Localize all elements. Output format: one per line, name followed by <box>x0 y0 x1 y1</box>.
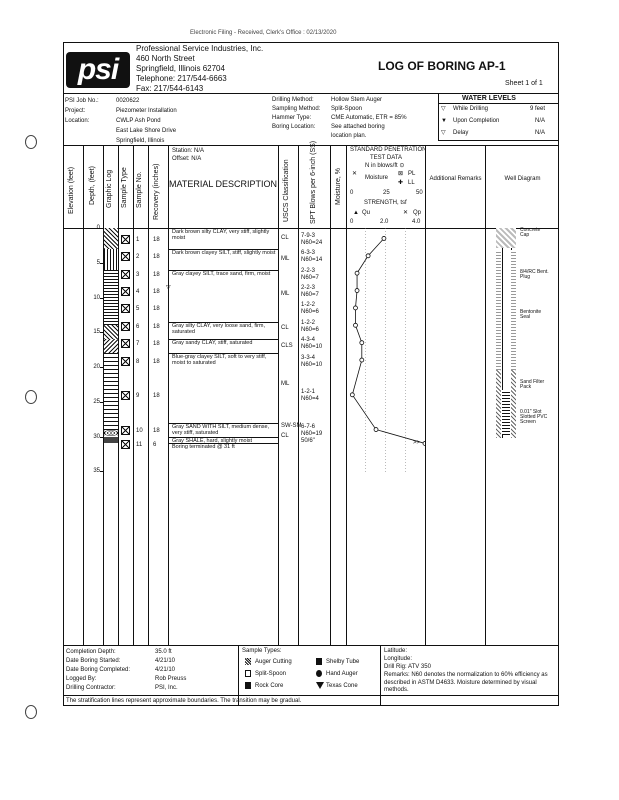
split-spoon-sample-icon <box>121 322 130 331</box>
n-value-point <box>382 236 386 240</box>
sample-recovery: 18 <box>153 341 160 348</box>
graphic-log-layer <box>104 353 118 429</box>
depth-tick <box>100 332 103 333</box>
col-sample-type: Sample Type <box>121 167 128 208</box>
qp-legend: Qp <box>413 210 422 216</box>
company-name: Professional Service Industries, Inc. <box>136 44 264 53</box>
graphic-log-layer <box>104 249 118 270</box>
sample-no: 10 <box>136 428 143 435</box>
page-title: LOG OF BORING AP-1 <box>378 59 506 73</box>
col-recovery: Recovery (inches) <box>153 163 160 220</box>
uscs-code: ML <box>281 380 290 387</box>
rock-core-icon <box>245 682 251 689</box>
spt-n60: N60=14 <box>301 257 323 264</box>
uscs-code: CLS <box>281 342 293 349</box>
spt-blows: 3-3-4 <box>301 354 316 361</box>
depth-tick <box>100 228 103 229</box>
job-no: 0020622 <box>116 98 140 104</box>
date-completed-label: Date Boring Completed: <box>66 667 131 673</box>
depth-tick-label: 0 <box>96 225 100 231</box>
pl-legend: PL <box>408 171 416 177</box>
depth-tick-label: 35 <box>93 468 100 475</box>
water-level-value: N/A <box>535 130 546 136</box>
n-value-point <box>350 393 354 397</box>
col-depth: Depth, (feet) <box>89 166 96 205</box>
sample-recovery: 18 <box>153 289 160 296</box>
spt-title: STANDARD PENETRATION <box>350 147 427 153</box>
depth-tick-label: 15 <box>93 329 100 336</box>
water-level-label: Delay <box>453 130 469 136</box>
graphic-log-layer <box>104 339 118 353</box>
latitude: Latitude: <box>384 648 408 654</box>
split-spoon-sample-icon <box>121 287 130 296</box>
col-sample-no: Sample No. <box>136 171 143 208</box>
spt-blows: 6-3-3 <box>301 250 316 257</box>
completion-depth: 35.0 ft <box>155 649 172 655</box>
bentonite-seal <box>511 250 516 370</box>
sample-recovery: 18 <box>153 358 160 365</box>
split-spoon-sample-icon <box>121 304 130 313</box>
material-description: Gray SHALE, hard, slightly moist <box>172 437 253 444</box>
sample-type-label: Shelby Tube <box>326 659 360 665</box>
sample-type-label: Hand Auger <box>326 671 358 677</box>
refusal-arrow-icon: >> <box>413 439 421 446</box>
date-completed: 4/21/10 <box>155 667 176 673</box>
graphic-log-layer <box>104 228 118 249</box>
water-level-label: While Drilling <box>453 106 489 112</box>
material-description: Gray silty CLAY, very loose sand, firm, saturated <box>172 322 266 336</box>
depth-tick-label: 10 <box>93 294 100 301</box>
depth-tick-label: 20 <box>93 364 100 370</box>
uscs-code: CL <box>281 325 289 332</box>
spt-n60: N60=19 <box>301 431 323 438</box>
location-line: CWLP Ash Pond <box>116 118 161 124</box>
n-value-plot <box>346 228 425 473</box>
sample-no: 2 <box>136 254 140 261</box>
n-value-point <box>355 289 359 293</box>
logged-by: Rob Preuss <box>155 676 187 682</box>
qu-legend: Qu <box>362 210 371 216</box>
split-spoon-sample-icon <box>121 270 130 279</box>
water-level-icon: ▽ <box>441 130 446 136</box>
binder-hole <box>25 705 37 719</box>
sample-recovery: 18 <box>153 271 160 278</box>
spt-blows: 1-2-2 <box>301 319 316 326</box>
depth-tick <box>100 298 103 299</box>
water-level-marker-icon: ▽ <box>166 284 171 291</box>
sample-type-label: Texas Cone <box>326 683 358 689</box>
split-spoon-sample-icon <box>121 357 130 366</box>
boring-location-label: Boring Location: <box>272 124 316 130</box>
sample-no: 9 <box>136 393 140 400</box>
depth-tick-label: 5 <box>96 259 100 266</box>
sample-recovery: 18 <box>153 393 160 400</box>
graphic-log-layer <box>104 325 118 339</box>
col-additional-remarks: Additional Remarks <box>429 176 482 182</box>
moisture-marker-icon: ✕ <box>352 171 358 177</box>
boring-location: See attached boring <box>331 124 385 130</box>
sheet-number: Sheet 1 of 1 <box>505 80 543 87</box>
n-value-point <box>360 358 364 362</box>
scale-bottom-2: 2.0 <box>380 219 389 225</box>
contractor: PSI, Inc. <box>155 685 178 691</box>
uscs-code: ML <box>281 290 290 297</box>
split-spoon-sample-icon <box>121 391 130 400</box>
pl-marker-icon: ⊠ <box>398 171 404 177</box>
col-well-diagram: Well Diagram <box>504 176 541 182</box>
split-spoon-sample-icon <box>121 339 130 348</box>
n-value-point <box>360 341 364 345</box>
scale-bottom-4: 4.0 <box>412 219 421 225</box>
sample-types-title: Sample Types: <box>242 648 282 654</box>
spt-n60: N60=10 <box>301 361 323 368</box>
spt-blows: 7-9-3 <box>301 232 316 239</box>
spt-blows: 2-2-3 <box>301 285 316 292</box>
fax-header: Electronic Filing - Received, Clerk's Office : 02/13/2020 <box>190 30 337 36</box>
sample-type-label: Rock Core <box>255 683 284 689</box>
spt-blows: 50/6" <box>301 437 315 444</box>
hammer-type-label: Hammer Type: <box>272 115 312 121</box>
sample-no: 4 <box>136 289 140 296</box>
location-label: Location: <box>65 118 90 124</box>
split-spoon-sample-icon <box>121 426 130 435</box>
material-description: Dark brown silty CLAY, very stiff, slightly moist <box>172 229 270 242</box>
auger-cutting-icon <box>245 658 251 665</box>
water-levels-title: WATER LEVELS <box>462 95 516 102</box>
n-value-point <box>423 441 425 445</box>
spt-n60: N60=4 <box>301 396 319 403</box>
spt-blows: 6-7-6 <box>301 424 316 431</box>
material-description: Gray sandy CLAY, stiff, saturated <box>172 340 253 347</box>
sample-recovery: 18 <box>153 254 160 261</box>
company-street: 460 North Street <box>136 54 195 63</box>
company-fax: Fax: 217/544-6143 <box>136 84 204 93</box>
graphic-log-layer <box>104 430 118 437</box>
sample-no: 3 <box>136 271 140 278</box>
n-blows-legend: N in blows/ft ⊙ <box>365 163 405 169</box>
scale-top-25: 25 <box>383 190 390 196</box>
sample-no: 1 <box>136 236 140 243</box>
uscs-code: ML <box>281 255 290 262</box>
moisture-legend: Moisture <box>365 175 389 181</box>
depth-tick <box>100 367 103 368</box>
material-description: Gray clayey SILT, trace sand, firm, moist <box>172 270 271 277</box>
depth-tick <box>100 471 103 472</box>
remarks: Remarks: N60 denotes the normalization to 60% efficiency as described in ASTM D4633. Moisture determined by visual methods. <box>384 672 548 693</box>
n-value-point <box>355 271 359 275</box>
sample-no: 7 <box>136 341 140 348</box>
sand-filter-pack <box>496 370 501 438</box>
spt-title-2: TEST DATA <box>370 155 403 161</box>
texas-cone-icon <box>316 682 324 689</box>
water-level-icon: ▽ <box>441 106 446 112</box>
concrete-cap <box>496 228 516 248</box>
well-label: 8/4/RC Bent. Plug <box>520 269 549 280</box>
spt-n60: N60=7 <box>301 274 319 281</box>
depth-tick-label: 30 <box>93 433 100 440</box>
ll-marker-icon: ✚ <box>398 180 404 186</box>
depth-tick-label: 25 <box>93 398 100 405</box>
shelby-tube-icon <box>316 658 322 665</box>
date-started: 4/21/10 <box>155 658 176 664</box>
water-level-label: Upon Completion <box>453 118 500 124</box>
disclaimer: The stratification lines represent approximate boundaries. The transition may be gradual. <box>66 698 302 704</box>
split-spoon-sample-icon <box>121 235 130 244</box>
sample-recovery: 18 <box>153 428 160 435</box>
spt-n60: N60=6 <box>301 309 319 316</box>
scale-top-0: 0 <box>350 190 354 196</box>
location-line: East Lake Shore Drive <box>116 128 177 134</box>
depth-tick <box>100 263 103 264</box>
material-description: Dark brown clayey SILT, stiff, slightly moist <box>172 249 276 256</box>
material-description: Blue-gray clayey SILT, soft to very stiff, moist to saturated <box>172 354 267 367</box>
qp-marker-icon: ✕ <box>403 210 409 216</box>
sample-type-label: Split-Spoon <box>255 671 287 677</box>
station: Station: N/A <box>172 148 205 154</box>
sample-no: 11 <box>136 441 143 448</box>
job-no-label: PSI Job No.: <box>65 98 99 104</box>
hammer-type: CME Automatic, ETR = 85% <box>331 115 407 121</box>
sample-recovery: 6 <box>153 441 157 448</box>
binder-hole <box>25 135 37 149</box>
uscs-code: CL <box>281 433 289 440</box>
material-description: Gray SAND WITH SILT, medium dense, very stiff, saturated <box>172 423 270 436</box>
sample-recovery: 18 <box>153 236 160 243</box>
col-moisture: Moisture, % <box>335 168 342 205</box>
project-label: Project: <box>65 108 86 114</box>
longitude: Longitude: <box>384 656 413 662</box>
date-started-label: Date Boring Started: <box>66 658 121 664</box>
n-value-point <box>353 306 357 310</box>
depth-tick <box>100 402 103 403</box>
binder-hole <box>25 390 37 404</box>
company-telephone: Telephone: 217/544-6663 <box>136 74 227 83</box>
spt-blows: 2-2-3 <box>301 267 316 274</box>
location-line: Springfield, Illinois <box>116 138 165 144</box>
split-spoon-sample-icon <box>121 252 130 261</box>
project-value: Piezometer Installation <box>116 108 177 114</box>
sample-no: 8 <box>136 358 140 365</box>
split-spoon-sample-icon <box>121 440 130 449</box>
slotted-screen <box>502 390 510 435</box>
col-spt: SPT Blows per 6-inch (SS) <box>310 140 317 224</box>
water-level-icon: ▼ <box>441 118 447 124</box>
sand-filter-pack <box>511 370 516 438</box>
sample-recovery: 18 <box>153 323 160 330</box>
n-value-point <box>353 323 357 327</box>
col-graphic-log: Graphic Log <box>106 169 113 208</box>
graphic-log-layer <box>104 437 118 444</box>
uscs-code: CL <box>281 234 289 241</box>
scale-top-50: 50 <box>416 190 423 196</box>
drilling-method: Hollow Stem Auger <box>331 97 383 103</box>
drilling-method-label: Drilling Method: <box>272 97 314 103</box>
water-level-value: N/A <box>535 118 546 124</box>
spt-n60: N60=24 <box>301 239 323 246</box>
well-label: Concrete Cap <box>520 227 541 238</box>
spt-n60: N60=7 <box>301 292 319 299</box>
offset: Offset: N/A <box>172 156 202 162</box>
n-value-point <box>374 428 378 432</box>
sample-no: 5 <box>136 306 140 313</box>
spt-blows: 1-2-1 <box>301 389 316 396</box>
sampling-method: Split-Spoon <box>331 106 363 112</box>
qu-marker-icon: ▲ <box>353 210 359 216</box>
bentonite-seal <box>496 250 501 370</box>
col-uscs: USCS Classification <box>283 159 290 222</box>
well-label: 0.01" Slot Slotted PVC Screen <box>520 409 548 425</box>
scale-bottom-0: 0 <box>350 219 354 225</box>
col-elevation: Elevation (feet) <box>68 166 75 214</box>
graphic-log-layer <box>104 270 118 326</box>
n-value-point <box>366 254 370 258</box>
sampling-method-label: Sampling Method: <box>272 106 321 112</box>
sample-type-label: Auger Cutting <box>255 659 292 665</box>
material-description: Boring terminated @ 31 ft <box>172 444 235 451</box>
drill-rig: Drill Rig: ATV 350 <box>384 664 431 670</box>
spt-n60: N60=10 <box>301 344 323 351</box>
contractor-label: Drilling Contractor: <box>66 685 116 691</box>
hand-auger-icon <box>316 670 322 677</box>
well-label: Bentonite Seal <box>520 309 542 320</box>
company-city: Springfield, Illinois 62704 <box>136 64 225 73</box>
water-level-value: 9 feet <box>530 106 546 112</box>
sample-recovery: 18 <box>153 306 160 313</box>
depth-tick <box>100 437 103 438</box>
well-label: Sand Filter Pack <box>520 379 545 390</box>
boring-location-2: location plan. <box>331 133 367 139</box>
spt-blows: 4-3-4 <box>301 337 316 344</box>
spt-blows: 1-2-2 <box>301 302 316 309</box>
col-material-description: MATERIAL DESCRIPTION <box>168 179 277 189</box>
strength-title: STRENGTH, tsf <box>364 200 407 206</box>
logged-by-label: Logged By: <box>66 676 97 682</box>
spt-n60: N60=6 <box>301 326 319 333</box>
ll-legend: LL <box>408 180 415 186</box>
split-spoon-icon <box>245 670 251 677</box>
psi-logo: psi <box>66 52 130 88</box>
sample-no: 6 <box>136 323 140 330</box>
uscs-code: SW-SM <box>281 422 302 429</box>
completion-depth-label: Completion Depth: <box>66 649 116 655</box>
